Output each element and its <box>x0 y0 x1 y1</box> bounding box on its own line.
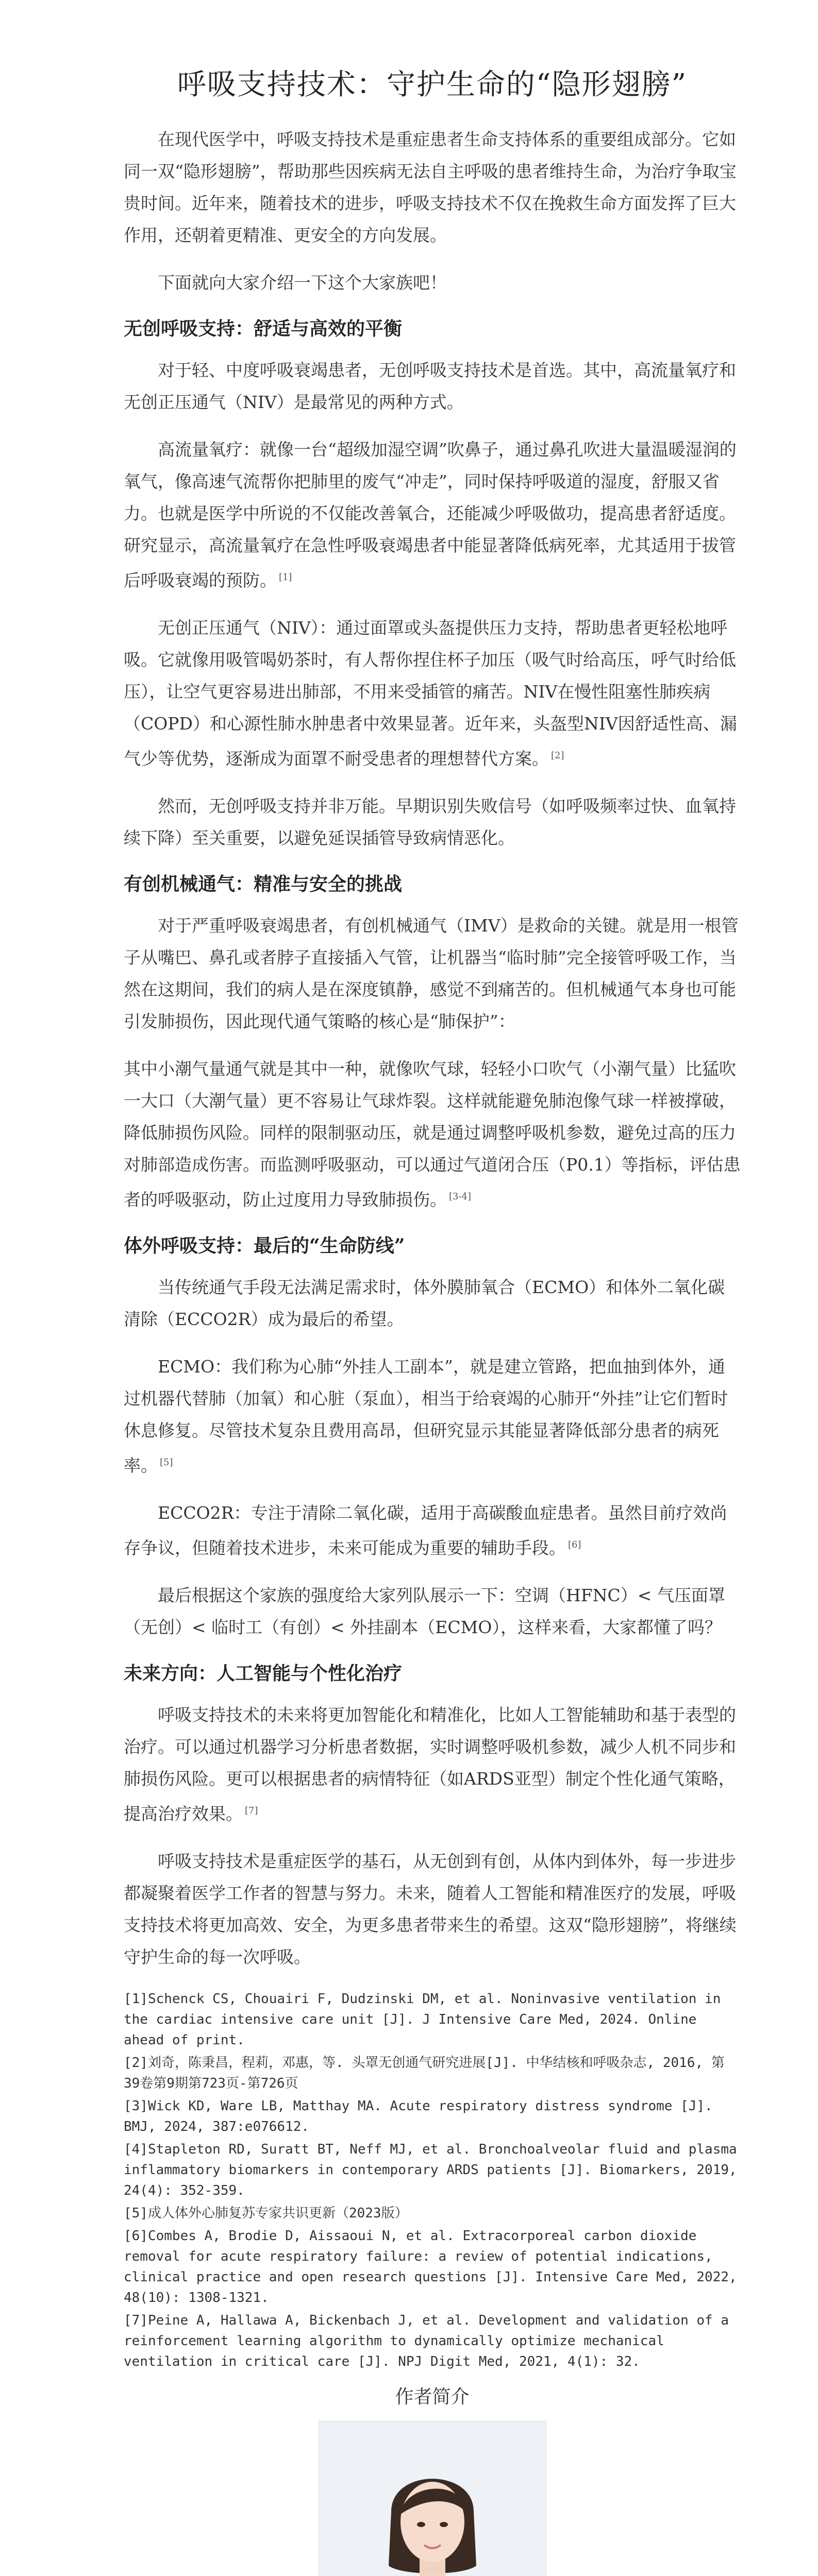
author-portrait-icon <box>319 2421 546 2576</box>
reference-item: [6]Combes A, Brodie D, Aissaoui N, et al. Extracorporeal carbon dioxide removal for acute respiratory failure: a review of potential indications, clinical practice and open research questions [J]. Intensive Care Med, 2022, 48(10): 1308-1321. <box>124 2228 737 2306</box>
noninvasive-paragraph-3-text: 无创正压通气（NIV）：通过面罩或头盔提供压力支持，帮助患者更轻松地呼吸。它就像用吸管喝奶茶时，有人帮你捏住杯子加压（吸气时给高压，呼气时给低压），让空气更容易进出肺部，不用来受插管的痛苦。NIV在慢性阻塞性肺疾病（COPD）和心源性肺水肿患者中效果显著。近年来，头盔型NIV因舒适性高、漏气少等优势，逐渐成为面罩不耐受患者的理想替代方案。 <box>124 618 737 769</box>
reference-list <box>124 1989 741 2372</box>
noninvasive-paragraph-3 <box>124 612 741 775</box>
section-heading-invasive: 有创机械通气：精准与安全的挑战 <box>124 873 403 895</box>
citation-marker: [6] <box>568 1539 581 1550</box>
citation-marker: [7] <box>245 1805 258 1816</box>
section-heading-ecmo: 体外呼吸支持：最后的“生命防线” <box>124 1235 405 1257</box>
intro-paragraph-1: 在现代医学中，呼吸支持技术是重症患者生命支持体系的重要组成部分。它如同一双“隐形翅膀”，帮助那些因疾病无法自主呼吸的患者维持生命，为治疗争取宝贵时间。近年来，随着技术的进步，呼吸支持技术不仅在挽救生命方面发挥了巨大作用，还朝着更精准、更安全的方向发展。 <box>124 129 737 245</box>
reference-item: [1]Schenck CS, Chouairi F, Dudzinski DM, et al. Noninvasive ventilation in the cardiac intensive care unit [J]. J Intensive Care Med, 2024. Online ahead of print. <box>124 1991 721 2048</box>
ecmo-paragraph-2-text: ECMO：我们称为心肺“外挂人工副本”，就是建立管路，把血抽到体外，通过机器代替肺（加氧）和心脏（泵血），相当于给衰竭的心肺开“外挂”让它们暂时休息修复。尽管技术复杂且费用高昂，但研究显示其能显著降低部分患者的病死率。 <box>124 1357 728 1476</box>
invasive-paragraph-2-text: 其中小潮气量通气就是其中一种，就像吹气球，轻轻小口吹气（小潮气量）比猛吹一大口（大潮气量）更不容易让气球炸裂。这样就能避免肺泡像气球一样被撑破，降低肺损伤风险。同样的限制驱动压，就是通过调整呼吸机参数，避免过高的压力对肺部造成伤害。而监测呼吸驱动，可以通过气道闭合压（P0.1）等指标，评估患者的呼吸驱动，防止过度用力导致肺损伤。 <box>124 1059 741 1210</box>
author-photo-wrap <box>124 2421 741 2576</box>
noninvasive-paragraph-2 <box>124 434 741 597</box>
section-heading-noninvasive: 无创呼吸支持：舒适与高效的平衡 <box>124 318 403 340</box>
reference-item: [2]刘奇，陈秉昌，程莉，邓惠，等. 头罩无创通气研究进展[J]. 中华结核和呼吸杂志, 2016, 第39卷第9期第723页-第726页 <box>124 2055 725 2091</box>
ecmo-paragraph-2 <box>124 1351 741 1482</box>
citation-marker: [5] <box>160 1457 173 1468</box>
section-heading-future: 未来方向：人工智能与个性化治疗 <box>124 1663 403 1684</box>
author-portrait-image <box>319 2421 546 2576</box>
citation-marker: [2] <box>551 750 564 761</box>
ecmo-paragraph-1: 当传统通气手段无法满足需求时，体外膜肺氧合（ECMO）和体外二氧化碳清除（ECCO2R）成为最后的希望。 <box>124 1277 725 1329</box>
future-paragraph-1-text: 呼吸支持技术的未来将更加智能化和精准化，比如人工智能辅助和基于表型的治疗。可以通过机器学习分析患者数据，实时调整呼吸机参数，减少人机不同步和肺损伤风险。更可以根据患者的病情特征（如ARDS亚型）制定个性化通气策略，提高治疗效果。 <box>124 1705 736 1824</box>
citation-marker: [3-4] <box>449 1191 472 1202</box>
article-title: 呼吸支持技术：守护生命的“隐形翅膀” <box>177 68 688 101</box>
future-paragraph-1 <box>124 1699 741 1830</box>
noninvasive-paragraph-4: 然而，无创呼吸支持并非万能。早期识别失败信号（如呼吸频率过快、血氧持续下降）至关重要，以避免延误插管导致病情恶化。 <box>124 796 736 848</box>
invasive-paragraph-1: 对于严重呼吸衰竭患者，有创机械通气（IMV）是救命的关键。就是用一根管子从嘴巴、鼻孔或者脖子直接插入气管，让机器当“临时肺”完全接管呼吸工作，当然在这期间，我们的病人是在深度镇静，感觉不到痛苦的。但机械通气本身也可能引发肺损伤，因此现代通气策略的核心是“肺保护”： <box>124 916 739 1031</box>
author-heading: 作者简介 <box>395 2386 470 2408</box>
reference-item: [7]Peine A, Hallawa A, Bickenbach J, et al. Development and validation of a reinforcement learning algorithm to dynamically optimize mechanical ventilation in critical care [J]. NPJ Digit Med, 2021, 4(1): 32. <box>124 2313 729 2369</box>
ecmo-paragraph-3 <box>124 1497 741 1564</box>
noninvasive-paragraph-2-text: 高流量氧疗：就像一台“超级加湿空调”吹鼻子，通过鼻孔吹进大量温暖湿润的氧气，像高速气流帮你把肺里的废气“冲走”，同时保持呼吸道的湿度，舒服又省力。也就是医学中所说的不仅能改善氧合，还能减少呼吸做功，提高患者舒适度。研究显示，高流量氧疗在急性呼吸衰竭患者中能显著降低病死率，尤其适用于拔管后呼吸衰竭的预防。 <box>124 439 737 590</box>
reference-item: [4]Stapleton RD, Suratt BT, Neff MJ, et al. Bronchoalveolar fluid and plasma inflammatory biomarkers in contemporary ARDS patients [J]. Biomarkers, 2019, 24(4): 352-359. <box>124 2142 737 2198</box>
invasive-paragraph-2 <box>124 1053 741 1216</box>
noninvasive-paragraph-1: 对于轻、中度呼吸衰竭患者，无创呼吸支持技术是首选。其中，高流量氧疗和无创正压通气（NIV）是最常见的两种方式。 <box>124 360 736 412</box>
future-paragraph-2: 呼吸支持技术是重症医学的基石，从无创到有创，从体内到体外，每一步进步都凝聚着医学工作者的智慧与努力。未来，随着人工智能和精准医疗的发展，呼吸支持技术将更加高效、安全，为更多患者带来生的希望。这双“隐形翅膀”，将继续守护生命的每一次呼吸。 <box>124 1851 737 1967</box>
intro-paragraph-2: 下面就向大家介绍一下这个大家族吧！ <box>158 273 447 293</box>
ecmo-paragraph-3-text: ECCO2R：专注于清除二氧化碳，适用于高碳酸血症患者。虽然目前疗效尚存争议，但随着技术进步，未来可能成为重要的辅助手段。 <box>124 1503 727 1558</box>
ecmo-paragraph-4: 最后根据这个家族的强度给大家列队展示一下：空调（HFNC）< 气压面罩（无创）< 临时工（有创）< 外挂副本（ECMO），这样来看，大家都懂了吗？ <box>124 1585 725 1637</box>
reference-item: [5]成人体外心肺复苏专家共识更新（2023版） <box>124 2206 408 2221</box>
reference-item: [3]Wick KD, Ware LB, Matthay MA. Acute respiratory distress syndrome [J]. BMJ, 2024, 387:e076612. <box>124 2098 713 2134</box>
citation-marker: [1] <box>279 572 292 583</box>
